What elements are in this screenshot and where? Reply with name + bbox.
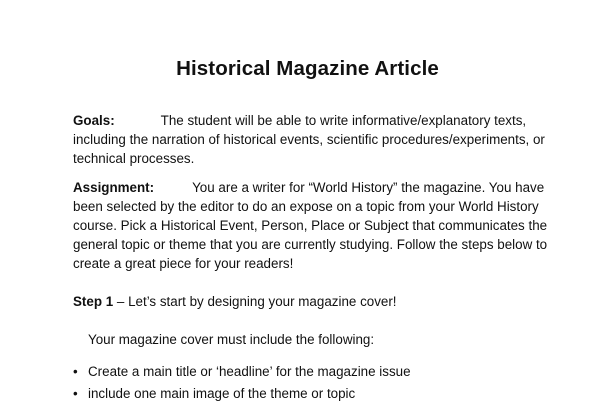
assignment-text: You are a writer for “World History” the magazine. You have been selected by the editor to do an expose on a topic from your World History course. Pick a Historical Event, Person, Place or Subject that communicates the general topic or theme that you are currently studying. Follow the steps below to create a great piece for your readers! <box>73 180 548 271</box>
assignment-paragraph <box>73 178 563 273</box>
assignment-label: Assignment: <box>73 180 155 195</box>
step1-heading <box>73 292 563 311</box>
bullet-icon: • <box>73 386 78 401</box>
goals-paragraph <box>73 111 563 168</box>
step1-text: – Let’s start by designing your magazine cover! <box>113 294 397 309</box>
bullet-icon: • <box>73 364 78 379</box>
page-title: Historical Magazine Article <box>176 57 439 80</box>
list-item <box>73 361 593 383</box>
list-item-text: Create a main title or ‘headline’ for the magazine issue <box>88 364 411 379</box>
list-item-text: include one main image of the theme or topic <box>88 386 356 401</box>
goals-label: Goals: <box>73 113 115 128</box>
list-item <box>73 383 593 405</box>
cover-requirements-intro: Your magazine cover must include the following: <box>88 332 375 347</box>
cover-requirements-list <box>73 361 593 405</box>
step1-label: Step 1 <box>73 294 114 309</box>
goals-text: The student will be able to write informative/explanatory texts, including the narration of historical events, scientific procedures/experiments, or technical processes. <box>73 113 545 166</box>
